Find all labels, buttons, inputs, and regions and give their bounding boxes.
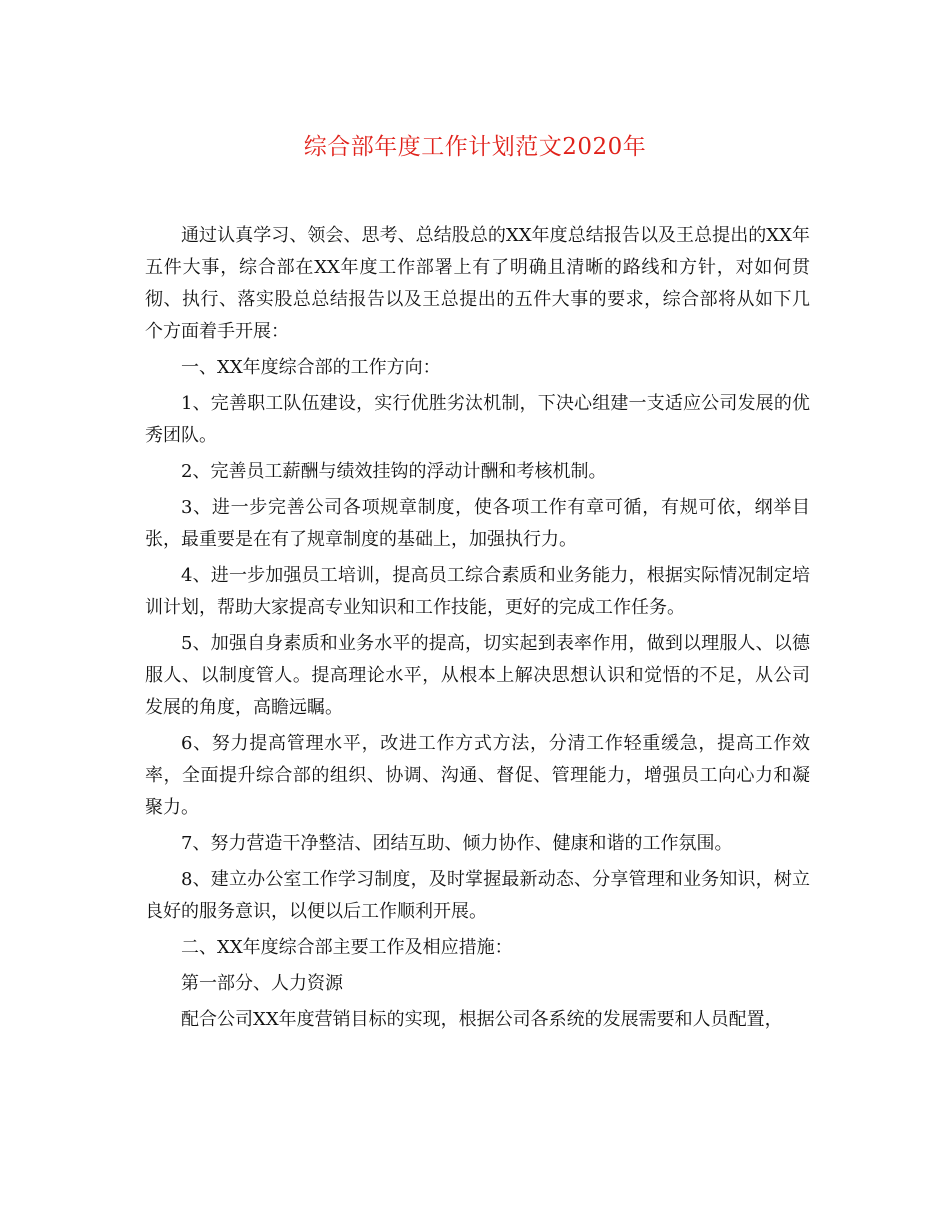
paragraph-intro: 通过认真学习、领会、思考、总结股总的XX年度总结报告以及王总提出的XX年五件大事，综合部在XX年度工作部署上有了明确且清晰的路线和方针，对如何贯彻、执行、落实股总总结报告以及王总提出的五件大事的要求，综合部将从如下几个方面着手开展： bbox=[145, 225, 810, 342]
section-heading-1: 一、XX年度综合部的工作方向： bbox=[181, 357, 441, 378]
list-item-6: 6、努力提高管理水平，改进工作方式方法，分清工作轻重缓急，提高工作效率，全面提升综合部的组织、协调、沟通、督促、管理能力，增强员工向心力和凝聚力。 bbox=[145, 733, 810, 818]
document-body bbox=[145, 220, 810, 1040]
list-item-3: 3、进一步完善公司各项规章制度，使各项工作有章可循，有规可依，纲举目张，最重要是在有了规章制度的基础上，加强执行力。 bbox=[145, 497, 810, 550]
list-item-2: 2、完善员工薪酬与绩效挂钩的浮动计酬和考核机制。 bbox=[181, 461, 607, 482]
paragraph-hr-intro: 配合公司XX年度营销目标的实现，根据公司各系统的发展需要和人员配置， bbox=[181, 1009, 783, 1030]
subsection-heading-hr: 第一部分、人力资源 bbox=[181, 973, 343, 994]
list-item-5: 5、加强自身素质和业务水平的提高，切实起到表率作用，做到以理服人、以德服人、以制度管人。提高理论水平，从根本上解决思想认识和觉悟的不足，从公司发展的角度，高瞻远瞩。 bbox=[145, 633, 810, 718]
list-item-1: 1、完善职工队伍建设，实行优胜劣汰机制，下决心组建一支适应公司发展的优秀团队。 bbox=[145, 393, 810, 446]
list-item-4: 4、进一步加强员工培训，提高员工综合素质和业务能力，根据实际情况制定培训计划，帮助大家提高专业知识和工作技能，更好的完成工作任务。 bbox=[145, 565, 810, 618]
list-item-8: 8、建立办公室工作学习制度，及时掌握最新动态、分享管理和业务知识，树立良好的服务意识，以便以后工作顺利开展。 bbox=[145, 869, 810, 922]
section-heading-2: 二、XX年度综合部主要工作及相应措施： bbox=[181, 937, 513, 958]
document-title: 综合部年度工作计划范文2020年 bbox=[303, 134, 647, 160]
list-item-7: 7、努力营造干净整洁、团结互助、倾力协作、健康和谐的工作氛围。 bbox=[181, 833, 733, 854]
